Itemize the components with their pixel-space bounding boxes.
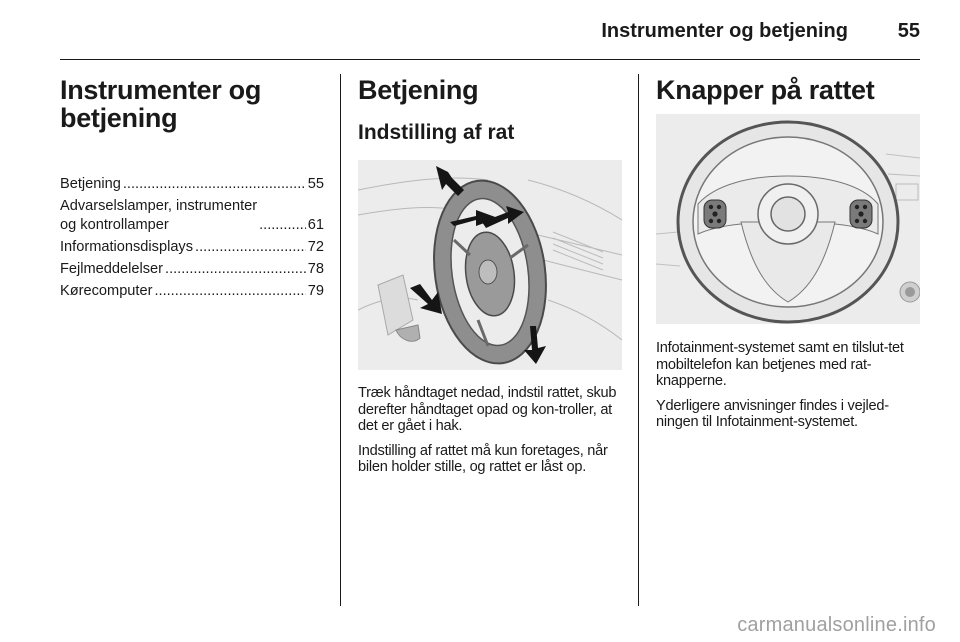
steering-adjust-drawing (358, 160, 622, 370)
toc-leader-dots (259, 216, 306, 235)
toc-entry-text: Advarselslamper, instrumenter og kontrollamper (60, 198, 258, 233)
toc-entry-text: Kørecomputer (60, 283, 153, 299)
page-number: 55 (897, 20, 920, 42)
section-title: Knapper på rattet (656, 75, 875, 105)
running-header-title: Instrumenter og betjening (601, 20, 848, 42)
toc-entry-page: 72 (307, 239, 324, 255)
steering-buttons-drawing (656, 114, 920, 324)
chapter-title: Instrumenter og betjening (60, 75, 262, 133)
column-divider-1 (340, 74, 341, 606)
toc-entry-betjening[interactable] (60, 175, 324, 194)
toc-entry-text: Betjening (60, 176, 121, 192)
chapter-toc (60, 175, 324, 301)
body-paragraph: Indstilling af rattet må kun foretages, når bilen holder stille, og rattet er låst op. (358, 442, 608, 475)
toc-entry-page: 61 (307, 217, 324, 233)
toc-entry-text: Informationsdisplays (60, 239, 194, 255)
body-paragraph: Træk håndtaget nedad, indstil rattet, skub derefter håndtaget opad og kon-troller, at det er gået i hak. (358, 385, 617, 434)
toc-entry-page: 78 (307, 261, 324, 277)
toc-entry-page: 55 (307, 176, 324, 192)
steering-adjust-illustration (358, 160, 622, 370)
watermark: carmanualsonline.info (737, 614, 936, 636)
toc-entry-page: 79 (307, 283, 324, 299)
toc-entry-advarselslamper[interactable] (60, 197, 324, 235)
column-divider-2 (638, 74, 639, 606)
subsection-title: Indstilling af rat (358, 121, 515, 144)
steering-adjust-column (358, 76, 622, 484)
toc-entry-fejlmeddelelser[interactable] (60, 260, 324, 279)
body-paragraph: Infotainment-systemet samt en tilslut-tet mobiltelefon kan betjenes med rat-knapperne. (656, 340, 904, 389)
header-divider (60, 59, 920, 60)
steering-buttons-illustration (656, 114, 920, 324)
toc-entry-text: Fejlmeddelelser (60, 261, 164, 277)
toc-leader-dots (165, 260, 306, 279)
toc-leader-dots (123, 175, 306, 194)
toc-entry-informationsdisplays[interactable] (60, 238, 324, 257)
chapter-toc-column (60, 76, 324, 304)
toc-entry-korecomputer[interactable] (60, 282, 324, 301)
toc-leader-dots (154, 282, 305, 301)
section-title: Betjening (358, 75, 479, 105)
body-paragraph: Yderligere anvisninger findes i vejled-ningen til Infotainment-systemet. (656, 397, 889, 430)
steering-buttons-column (656, 76, 920, 439)
toc-leader-dots (195, 238, 306, 257)
